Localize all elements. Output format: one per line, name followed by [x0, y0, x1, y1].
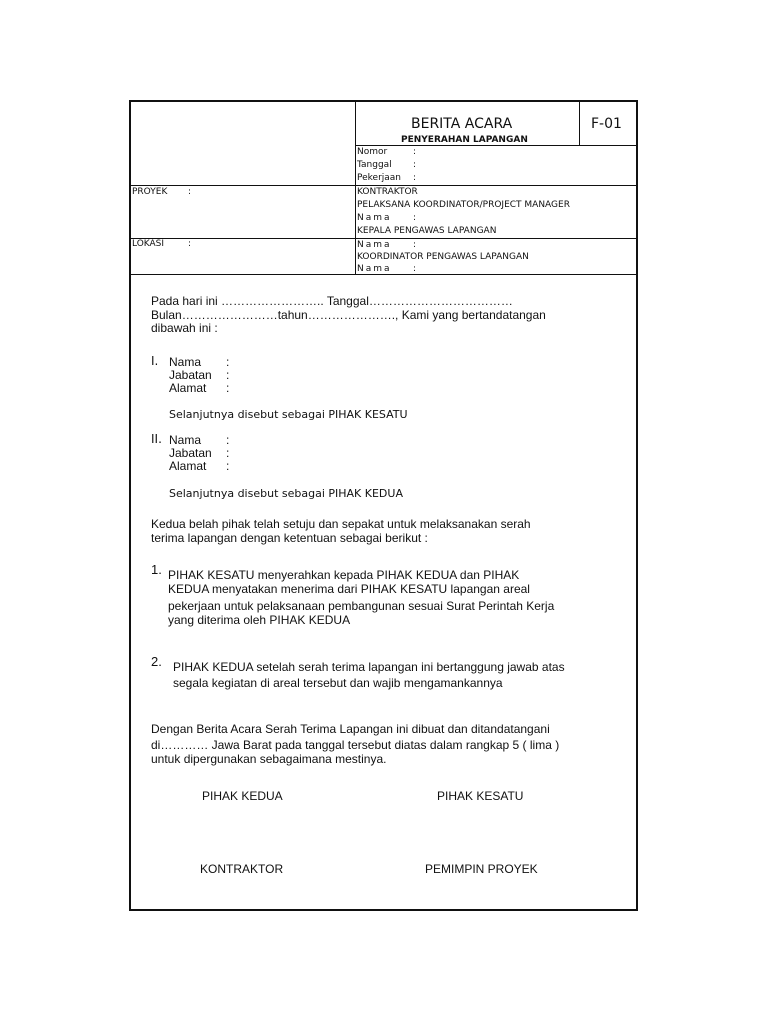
- field-nama-colon-2: :: [413, 240, 417, 250]
- field-kontraktor-label: KONTRAKTOR: [357, 187, 418, 197]
- intro-line-3: dibawah ini :: [151, 321, 218, 335]
- field-proyek-colon: :: [188, 187, 192, 197]
- field-tanggal-label: Tanggal: [357, 160, 392, 170]
- party-1-jabatan-label: Jabatan: [169, 368, 212, 382]
- field-lokasi-colon: :: [188, 239, 192, 249]
- party-2-numeral: II.: [151, 432, 162, 446]
- field-pelaksana-label: PELAKSANA KOORDINATOR/PROJECT MANAGER: [357, 200, 570, 210]
- party-2-alamat-colon: :: [226, 459, 230, 473]
- field-nomor-label: Nomor: [357, 147, 388, 157]
- field-proyek-label: PROYEK: [132, 187, 168, 197]
- party-2-caption: Selanjutnya disebut sebagai PIHAK KEDUA: [169, 487, 403, 500]
- item-2-line-2: segala kegiatan di areal tersebut dan wajib mengamankannya: [173, 676, 503, 690]
- party-1-nama-label: Nama: [169, 355, 202, 369]
- intro-line-1: Pada hari ini …………………….. Tanggal………………………………: [151, 294, 513, 308]
- item-1-line-4: yang diterima oleh PIHAK KEDUA: [168, 613, 351, 627]
- item-2-number: 2.: [151, 654, 162, 669]
- field-nama-label-3: Nama: [357, 264, 392, 274]
- form-subtitle: PENYERAHAN LAPANGAN: [401, 135, 528, 145]
- party-2-nama-colon: :: [226, 433, 230, 447]
- party-1-caption: Selanjutnya disebut sebagai PIHAK KESATU: [169, 408, 408, 421]
- header-divider-code: [579, 102, 580, 145]
- agreement-line-2: terima lapangan dengan ketentuan sebagai berikut :: [151, 531, 428, 545]
- party-1-alamat-label: Alamat: [169, 381, 207, 395]
- signature-left-party: PIHAK KEDUA: [202, 789, 283, 803]
- item-2-line-1: PIHAK KEDUA setelah serah terima lapangan ini bertanggung jawab atas: [173, 660, 565, 674]
- item-1-line-2: KEDUA menyatakan menerima dari PIHAK KESATU lapangan areal: [168, 582, 530, 596]
- field-nomor-colon: :: [413, 147, 417, 157]
- party-1-nama-colon: :: [226, 355, 230, 369]
- signature-left-role: KONTRAKTOR: [200, 862, 284, 876]
- agreement-line-1: Kedua belah pihak telah setuju dan sepakat untuk melaksanakan serah: [151, 517, 531, 531]
- form-title: BERITA ACARA: [411, 116, 513, 132]
- field-nama-colon-3: :: [413, 264, 417, 274]
- form-berita-acara: [129, 100, 638, 911]
- party-2-jabatan-label: Jabatan: [169, 446, 212, 460]
- field-kepala-label: KEPALA PENGAWAS LAPANGAN: [357, 226, 497, 236]
- field-nama-label-2: Nama: [357, 240, 392, 250]
- form-code: F-01: [591, 116, 622, 132]
- signature-right-party: PIHAK KESATU: [437, 789, 524, 803]
- party-1-alamat-colon: :: [226, 381, 230, 395]
- closing-line-2: di………… Jawa Barat pada tanggal tersebut diatas dalam rangkap 5 ( lima ): [151, 738, 560, 752]
- party-1-jabatan-colon: :: [226, 368, 230, 382]
- field-lokasi-label: LOKASI: [132, 239, 165, 249]
- item-1-line-1: PIHAK KESATU menyerahkan kepada PIHAK KEDUA dan PIHAK: [168, 568, 520, 582]
- header-divider-left: [355, 102, 356, 274]
- party-2-jabatan-colon: :: [226, 446, 230, 460]
- item-1-line-3: pekerjaan untuk pelaksanaan pembangunan sesuai Surat Perintah Kerja: [168, 599, 555, 613]
- field-pekerjaan-label: Pekerjaan: [357, 173, 402, 183]
- field-nama-colon-1: :: [413, 213, 417, 223]
- field-nama-label-1: Nama: [357, 213, 392, 223]
- signature-right-role: PEMIMPIN PROYEK: [425, 862, 538, 876]
- field-koordinator-label: KOORDINATOR PENGAWAS LAPANGAN: [357, 252, 529, 262]
- party-1-numeral: I.: [151, 354, 159, 368]
- closing-line-3: untuk dipergunakan sebagaimana mestinya.: [151, 752, 387, 766]
- party-2-alamat-label: Alamat: [169, 459, 207, 473]
- intro-line-2: Bulan……………………tahun…………………., Kami yang bertandatangan: [151, 308, 546, 322]
- party-2-nama-label: Nama: [169, 433, 202, 447]
- closing-line-1: Dengan Berita Acara Serah Terima Lapangan ini dibuat dan ditandatangani: [151, 722, 550, 736]
- field-pekerjaan-colon: :: [413, 173, 417, 183]
- field-tanggal-colon: :: [413, 160, 417, 170]
- item-1-number: 1.: [151, 562, 162, 577]
